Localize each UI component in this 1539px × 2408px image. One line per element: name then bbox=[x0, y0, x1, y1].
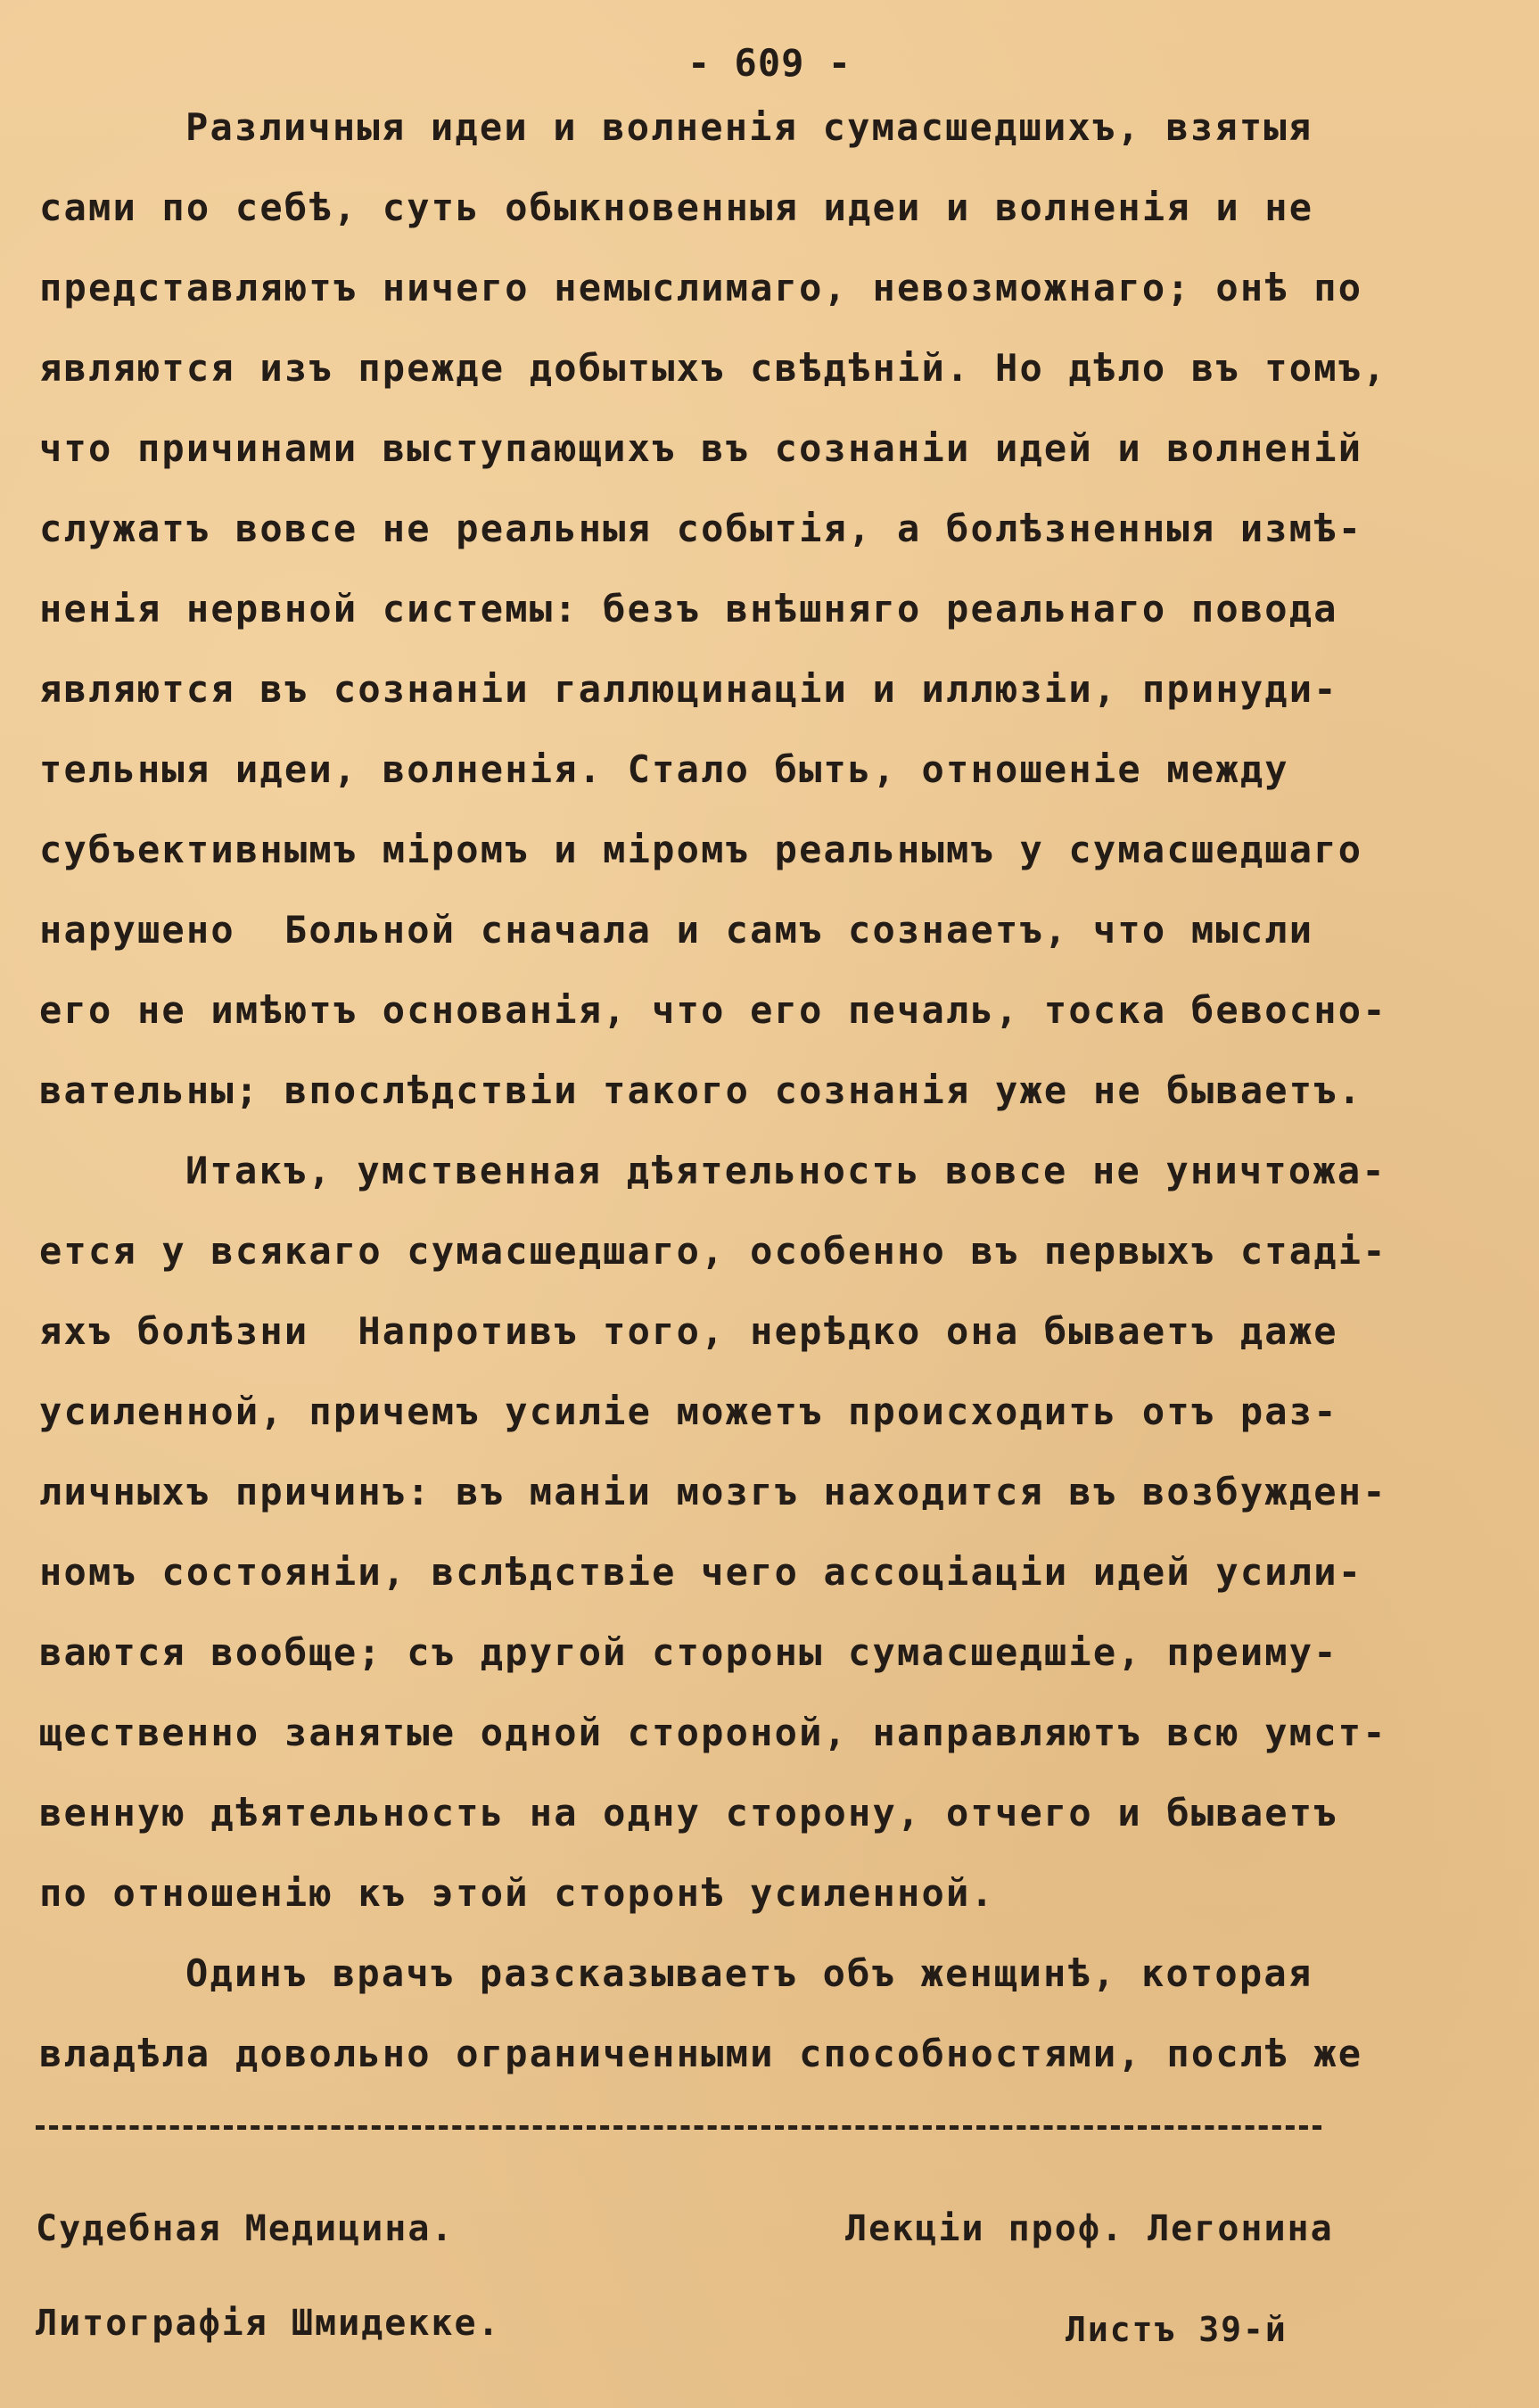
footer-separator bbox=[36, 2125, 1321, 2130]
text-line: представляютъ ничего немыслимаго, невозможнаго; онѣ по bbox=[39, 266, 1363, 309]
text-line: Итакъ, умственная дѣятельность вовсе не уничтожа- bbox=[185, 1149, 1387, 1192]
text-line: сами по себѣ, суть обыкновенныя идеи и волненія и не bbox=[39, 186, 1314, 229]
footer-lectures: Лекціи проф. Легонина bbox=[845, 2208, 1334, 2249]
text-line: яхъ болѣзни Напротивъ того, нерѣдко она бываетъ даже bbox=[39, 1309, 1338, 1353]
text-line: являются въ сознаніи галлюцинаціи и иллюзіи, принуди- bbox=[39, 667, 1338, 711]
text-line: субъективнымъ міромъ и міромъ реальнымъ у сумасшедшаго bbox=[39, 828, 1363, 871]
text-line: усиленной, причемъ усиліе можетъ происходить отъ раз- bbox=[39, 1390, 1338, 1433]
text-line: тельныя идеи, волненія. Стало быть, отношеніе между bbox=[39, 747, 1289, 791]
text-line: номъ состояніи, вслѣдствіе чего ассоціаціи идей усили- bbox=[39, 1550, 1363, 1594]
text-line: владѣла довольно ограниченными способностями, послѣ же bbox=[39, 2032, 1363, 2075]
paragraph-2 bbox=[39, 1131, 1502, 1934]
footer-sheet-number: Листъ 39-й bbox=[1066, 2310, 1288, 2349]
text-line: нарушено Больной сначала и самъ сознаетъ, что мысли bbox=[39, 908, 1314, 952]
text-line: ненія нервной системы: безъ внѣшняго реальнаго повода bbox=[39, 587, 1338, 631]
text-line: его не имѣютъ основанія, что его печаль, тоска бевоснo- bbox=[39, 988, 1387, 1032]
paragraph-1 bbox=[39, 87, 1502, 1131]
text-line: венную дѣятельность на одну сторону, отчего и бываетъ bbox=[39, 1791, 1338, 1835]
footer-course: Судебная Медицина. bbox=[36, 2208, 455, 2249]
text-line: ваются вообще; съ другой стороны сумасшедшіе, преиму- bbox=[39, 1630, 1338, 1674]
text-line: служатъ вовсе не реальныя событія, а болѣзненныя измѣ- bbox=[39, 507, 1363, 550]
text-line: ется у всякаго сумасшедшаго, особенно въ первыхъ стадi- bbox=[39, 1229, 1387, 1273]
text-line: по отношенію къ этой сторонѣ усиленной. bbox=[39, 1871, 995, 1915]
text-line: личныхъ причинъ: въ маніи мозгъ находится въ возбужден- bbox=[39, 1470, 1387, 1513]
text-line: вательны; впослѣдствіи такого сознанія уже не бываетъ. bbox=[39, 1068, 1363, 1112]
footer-printer: Литографія Шмидекке. bbox=[36, 2303, 501, 2344]
paragraph-3 bbox=[39, 1934, 1502, 2094]
text-line: Различныя идеи и волненія сумасшедшихъ, взятыя bbox=[185, 105, 1313, 149]
page-number: - 609 - bbox=[687, 41, 852, 85]
text-line: щественно занятые одной стороной, направляютъ всю умст- bbox=[39, 1711, 1387, 1754]
main-text bbox=[39, 87, 1502, 2094]
text-line: являются изъ прежде добытыхъ свѣдѣній. Но дѣло въ томъ, bbox=[39, 346, 1387, 390]
text-line: Одинъ врачъ разсказываетъ объ женщинѣ, которая bbox=[185, 1951, 1313, 1995]
text-line: что причинами выступающихъ въ сознаніи идей и волненій bbox=[39, 426, 1363, 470]
